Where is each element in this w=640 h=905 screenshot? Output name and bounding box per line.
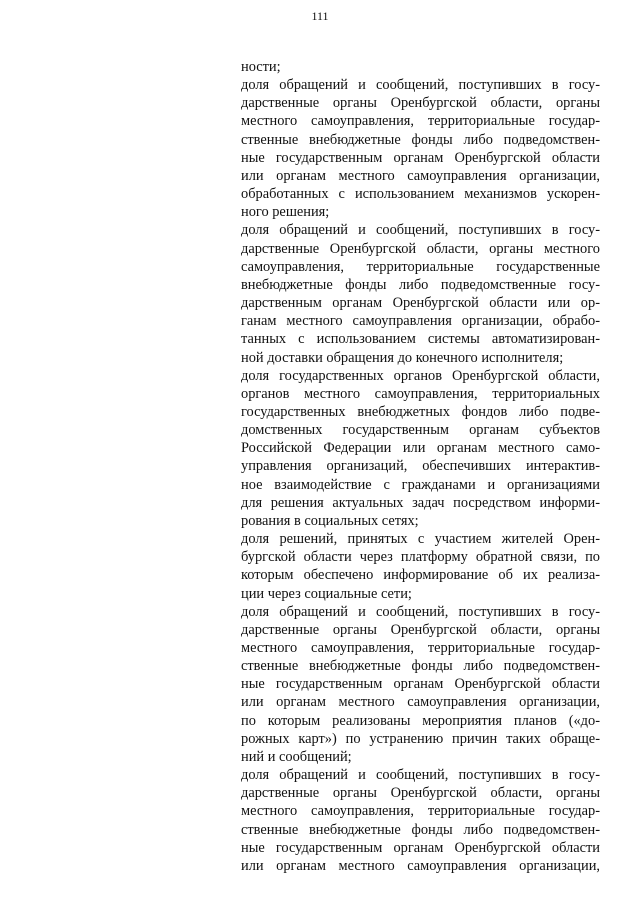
text-line: для решения актуальных задач посредством информи- (241, 494, 600, 511)
text-line: Российской Федерации или органам местного само- (241, 440, 600, 457)
text-line: органов местного самоуправления, территориальных (241, 385, 600, 402)
text-line: местного самоуправления, территориальные государ- (241, 803, 600, 820)
text-line: ные государственным органам Оренбургской области (241, 676, 600, 693)
text-line: местного самоуправления, территориальные государ- (241, 640, 600, 656)
text-line: доля обращений и сообщений, поступивших в госу- (241, 77, 600, 94)
text-line: танных с использованием системы автоматизирован- (241, 331, 600, 348)
text-line: дарственные Оренбургской области, органы местного (241, 240, 600, 257)
text-line: доля обращений и сообщений, поступивших в госу- (241, 222, 600, 239)
text-line: ные государственным органам Оренбургской области (241, 149, 600, 166)
text-line: обработанных с использованием механизмов ускорен- (241, 186, 600, 203)
text-line: государственных внебюджетных фондов либо подве- (241, 403, 600, 420)
text-line: рования в социальных сетях; (241, 512, 419, 529)
text-line: ции через социальные сети; (241, 585, 412, 602)
text-line: ний и сообщений; (241, 748, 352, 765)
text-line: доля обращений и сообщений, поступивших в госу- (241, 603, 600, 620)
text-line: внебюджетные фонды либо подведомственные госу- (241, 276, 600, 293)
text-line: по которым реализованы мероприятия планов («до- (241, 712, 600, 729)
text-line: или органам местного самоуправления организации, (241, 857, 600, 874)
text-line: которым обеспечено информирование об их реализа- (241, 567, 600, 584)
text-line: ное взаимодействие с гражданами и организациями (241, 476, 600, 493)
text-line: или органам местного самоуправления организации, (241, 167, 600, 184)
text-line: дарственные органы Оренбургской области, органы (241, 95, 600, 112)
text-line: управления организаций, обеспечивших интерактив- (241, 458, 600, 475)
text-line: дарственные органы Оренбургской области, органы (241, 785, 600, 802)
document-body-text (241, 58, 600, 875)
text-line: дарственным органам Оренбургской области или ор- (241, 295, 600, 312)
text-line: ственные внебюджетные фонды либо подведомствен- (241, 131, 600, 148)
text-line: ственные внебюджетные фонды либо подведомствен- (241, 821, 600, 838)
text-line: ственные внебюджетные фонды либо подведомствен- (241, 658, 600, 675)
text-line: ные государственным органам Оренбургской области (241, 839, 600, 856)
text-line: рожных карт») по устранению причин таких обраще- (241, 730, 600, 747)
text-line: доля решений, принятых с участием жителей Орен- (241, 531, 600, 548)
text-line: ности; (241, 59, 281, 75)
text-line: ного решения; (241, 204, 330, 221)
text-line: местного самоуправления, территориальные государ- (241, 113, 600, 130)
text-line: самоуправления, территориальные государственные (241, 258, 600, 275)
page-number: 111 (311, 9, 329, 23)
text-line: доля государственных органов Оренбургской области, (241, 367, 600, 384)
text-line: бургской области через платформу обратной связи, по (241, 549, 600, 566)
text-line: ганам местного самоуправления организации, обрабо- (241, 313, 600, 330)
text-line: дарственные органы Оренбургской области, органы (241, 621, 600, 638)
text-line: или органам местного самоуправления организации, (241, 694, 600, 711)
text-line: доля обращений и сообщений, поступивших в госу- (241, 767, 600, 784)
text-line: домственных государственным органам субъектов (241, 422, 600, 439)
text-line: ной доставки обращения до конечного исполнителя; (241, 349, 564, 366)
